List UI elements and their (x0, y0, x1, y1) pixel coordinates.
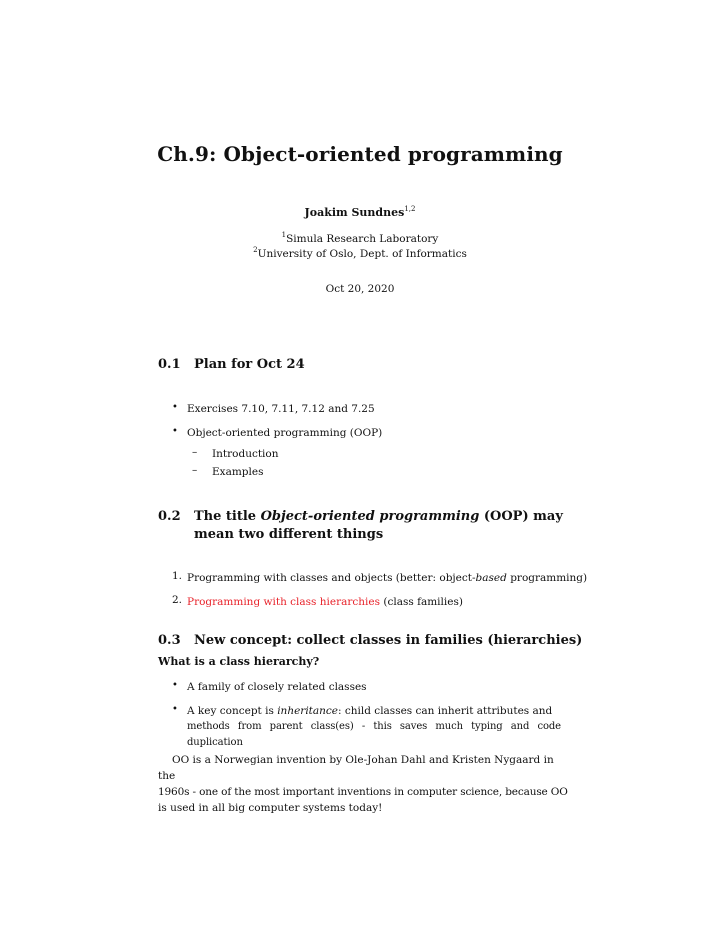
enum-emphasis: based (475, 572, 507, 584)
list-emphasis: inheritance (277, 705, 339, 717)
section-title: New concept: collect classes in families (hierarchies) (194, 633, 583, 648)
enum-item-2 (187, 594, 463, 610)
section-title-part: The title (194, 509, 261, 524)
dash-icon: – (192, 464, 198, 476)
affiliation-1-text: Simula Research Laboratory (286, 233, 439, 245)
highlighted-link-text[interactable]: Programming with class hierarchies (187, 596, 381, 608)
author-superscript: 1,2 (404, 205, 416, 213)
enum-text: (class families) (380, 596, 463, 608)
list-item: A family of closely related classes (187, 681, 367, 693)
list-item (187, 703, 561, 751)
paragraph-line: 1960s - one of the most important inventions in computer science, because OO (158, 786, 568, 798)
document-title: Ch.9: Object-oriented programming (157, 142, 563, 166)
bullet-icon: • (172, 426, 178, 437)
bullet-icon: • (172, 402, 178, 413)
section-number: 0.1 (158, 357, 181, 372)
paragraph-heading: What is a class hierarchy? (158, 655, 320, 668)
sub-list-item: Introduction (212, 448, 279, 460)
section-title: Plan for Oct 24 (194, 357, 305, 372)
list-text: : child classes can inherit attributes and (338, 705, 553, 717)
paragraph-line: is used in all big computer systems today! (158, 802, 383, 814)
enum-number: 2. (172, 594, 183, 606)
document-date: Oct 20, 2020 (325, 283, 395, 295)
author-name: Joakim Sundnes (304, 206, 405, 219)
affiliation-2-text: University of Oslo, Dept. of Informatics (257, 248, 467, 260)
affiliation-2-sup: 2 (253, 246, 258, 254)
list-item: Object-oriented programming (OOP) (187, 427, 383, 439)
enum-number: 1. (172, 570, 183, 582)
section-title-part: (OOP) may (479, 509, 563, 524)
section-heading-0-3 (158, 632, 598, 650)
list-item: Exercises 7.10, 7.11, 7.12 and 7.25 (187, 403, 375, 415)
list-text-line2: methods from parent class(es) - this saves much typing and code duplication (187, 721, 561, 748)
affiliation-2 (0, 246, 720, 260)
enum-text: programming) (506, 572, 588, 584)
section-title-line2: mean two different things (194, 527, 384, 542)
paragraph-line: OO is a Norwegian invention by Ole-Johan Dahl and Kristen Nygaard in the (158, 754, 554, 782)
enum-item-1 (187, 570, 587, 586)
bullet-icon: • (172, 680, 178, 691)
section-number: 0.3 (158, 633, 181, 648)
author-line (0, 205, 720, 219)
sub-list-item: Examples (212, 466, 264, 478)
section-number: 0.2 (158, 509, 181, 524)
section-heading-0-1 (158, 356, 578, 374)
enum-text: Programming with classes and objects (better: object- (187, 572, 476, 584)
affiliation-1-sup: 1 (281, 231, 287, 239)
bullet-icon: • (172, 704, 178, 715)
list-text: A key concept is (187, 705, 278, 717)
section-title-emphasis: Object-oriented programming (260, 509, 480, 524)
affiliation-1 (0, 231, 720, 245)
dash-icon: – (192, 446, 198, 458)
body-paragraph (158, 752, 568, 816)
section-heading-0-2 (158, 508, 578, 544)
